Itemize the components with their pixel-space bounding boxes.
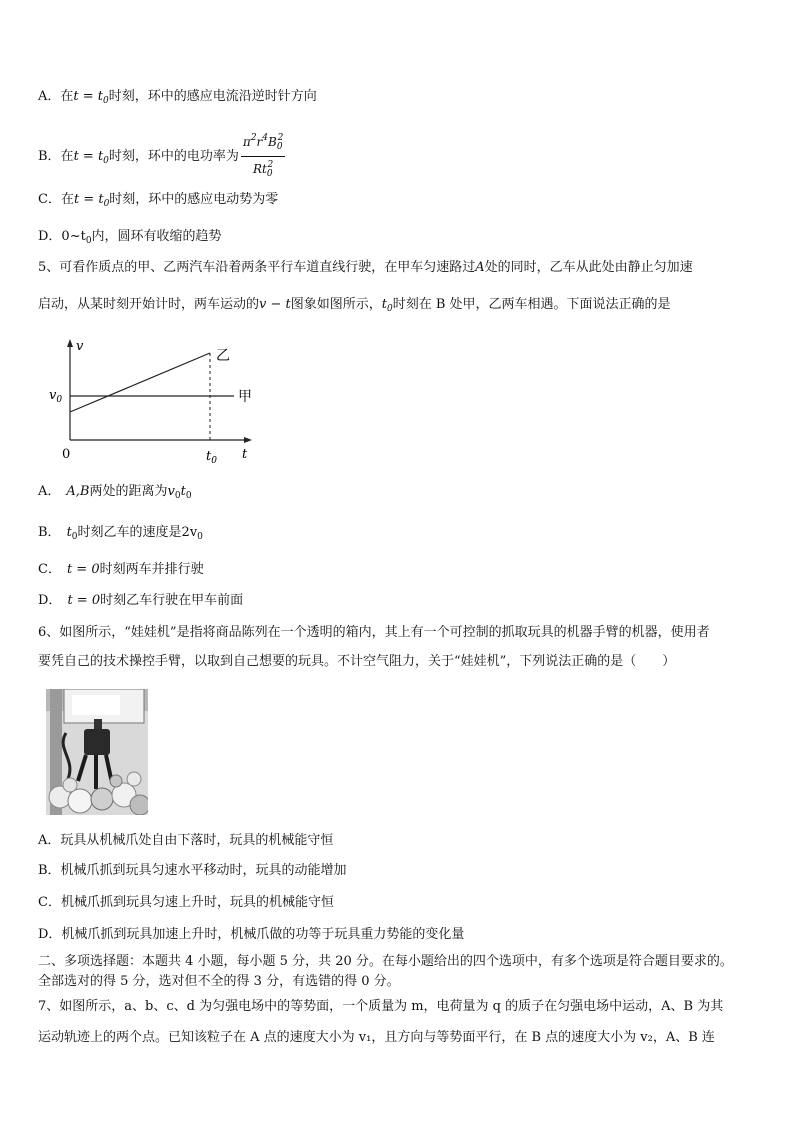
pi: π [242, 135, 251, 149]
stem-text: 图象如图所示， [290, 297, 382, 312]
option-text: 时刻，环中的感应电流沿逆时针方向 [108, 89, 317, 104]
t-axis-arrow [244, 437, 252, 443]
stem-text: 启动，从某时刻开始计时，两车运动的 [38, 297, 260, 312]
subscript: 0 [85, 236, 92, 246]
option-label: A．在 [38, 89, 74, 104]
q5-stem-line2 [38, 296, 671, 318]
field: B [268, 135, 277, 149]
stem-text: 处的同时，乙车从此处由静止匀加速 [484, 260, 693, 275]
fraction-numerator [241, 131, 285, 157]
superscript: 2 [250, 133, 257, 143]
q5-option-c [38, 561, 204, 579]
q6-option-c: C．机械爪抓到玩具匀速上升时，玩具的机械能守恒 [38, 895, 334, 910]
velocity-value: 2v [181, 525, 198, 540]
equation: t = t [73, 192, 104, 207]
option-label: C． [38, 562, 61, 577]
subscript: 0 [276, 142, 283, 152]
origin-label: 0 [62, 447, 71, 462]
option-label: B．在 [38, 149, 74, 164]
q5-stem-line1 [38, 259, 693, 277]
points-ab: A,B [66, 484, 90, 499]
q4-option-a [38, 88, 317, 110]
superscript: 2 [267, 160, 274, 170]
superscript: 2 [277, 133, 284, 143]
option-text: 时刻乙车的速度是 [77, 525, 182, 540]
q6-stem-line1: 6、如图所示，“娃娃机”是指将商品陈列在一个透明的箱内，其上有一个可控制的抓取玩具的机器手臂的机器，使用者 [38, 625, 710, 640]
t-symbol: t [66, 525, 72, 540]
subscript: 0 [103, 96, 109, 106]
t-axis-label: t [242, 447, 248, 462]
q7-stem-line1: 7、如图所示，a、b、c、d 为匀强电场中的等势面，一个质量为 m，电荷量为 q 的质子在匀强电场中运动，A、B 为其 [38, 999, 724, 1014]
radius: r [256, 135, 263, 149]
option-text: 时刻两车并排行驶 [99, 562, 204, 577]
vt-symbol: v − t [259, 297, 291, 312]
jia-label: 甲 [238, 389, 252, 405]
subscript: 0 [266, 169, 273, 179]
subscript: 0 [71, 532, 78, 542]
option-text: 时刻，环中的感应电动势为零 [109, 192, 279, 207]
subscript: 0 [387, 304, 393, 314]
equation: t = 0 [67, 593, 101, 608]
option-label: B． [38, 525, 61, 540]
q4-option-b [38, 131, 285, 182]
v-axis-label: v [76, 339, 84, 354]
section2-heading-line2: 全部选对的得 5 分，选对但不全的得 3 分，有选错的得 0 分。 [38, 974, 400, 989]
q6-option-b: B．机械爪抓到玩具匀速水平移动时，玩具的动能增加 [38, 863, 347, 878]
equation: t = t [73, 89, 103, 104]
option-text: 两处的距离为 [89, 484, 168, 499]
v0-label: $v_0$ [49, 388, 63, 405]
claw-machine-photo [46, 689, 148, 815]
option-text: 时刻乙车行驶在甲车前面 [100, 593, 244, 608]
fraction-denominator [241, 157, 285, 182]
yi-label: 乙 [216, 348, 230, 364]
subscript: 0 [103, 156, 109, 166]
option-label: D． [38, 593, 62, 608]
q5-option-d [38, 592, 243, 610]
q6-option-d: D．机械爪抓到玩具加速上升时，机械爪做的功等于玩具重力势能的变化量 [38, 927, 465, 942]
subscript: 0 [103, 199, 110, 209]
q5-option-a [38, 483, 192, 505]
superscript: 4 [262, 133, 269, 143]
option-label: C．在 [38, 192, 74, 207]
q4-option-d [38, 228, 222, 250]
point-a: A [475, 260, 485, 275]
q4-option-c [38, 191, 278, 213]
subscript: 0 [185, 491, 192, 501]
vt-graph [40, 336, 270, 468]
stem-text: 5、可看作质点的甲、乙两汽车沿着两条平行车道直线行驶，在甲车匀速路过 [38, 260, 476, 275]
equation: t = 0 [66, 562, 100, 577]
subscript: 0 [174, 491, 181, 501]
q6-stem-line2: 要凭自己的技术操控手臂，以取到自己想要的玩具。不计空气阻力，关于“娃娃机”，下列说法正确的是（ ） [38, 654, 676, 669]
line-yi [70, 353, 210, 412]
equation: t = t [73, 149, 104, 164]
subscript: 0 [197, 532, 203, 542]
q5-option-b [38, 524, 203, 546]
option-label: A． [38, 484, 61, 499]
t-symbol: t [381, 297, 387, 312]
section2-heading-line1: 二、多项选择题：本题共 4 小题，每小题 5 分，共 20 分。在每小题给出的四个选项中，有多个选项是符合题目要求的。 [38, 954, 733, 969]
t0-label: $t_0$ [206, 449, 217, 466]
option-label: D．0~t [38, 229, 86, 244]
q7-stem-line2: 运动轨迹上的两个点。已知该粒子在 A 点的速度大小为 v₁，且方向与等势面平行，在 B 点的速度大小为 v₂，A、B 连 [38, 1030, 715, 1045]
option-text: 时刻，环中的电功率为 [108, 149, 239, 164]
stem-text: 时刻在 B 处甲，乙两车相遇。下面说法正确的是 [392, 297, 671, 312]
v-symbol: v [167, 484, 175, 499]
option-text: 内，圆环有收缩的趋势 [91, 229, 222, 244]
t-symbol: t [180, 484, 186, 499]
q6-option-a: A．玩具从机械爪处自由下落时，玩具的机械能守恒 [38, 833, 334, 848]
denominator-text: Rt [252, 162, 267, 176]
power-fraction [241, 131, 285, 182]
v-axis-arrow [67, 339, 73, 347]
